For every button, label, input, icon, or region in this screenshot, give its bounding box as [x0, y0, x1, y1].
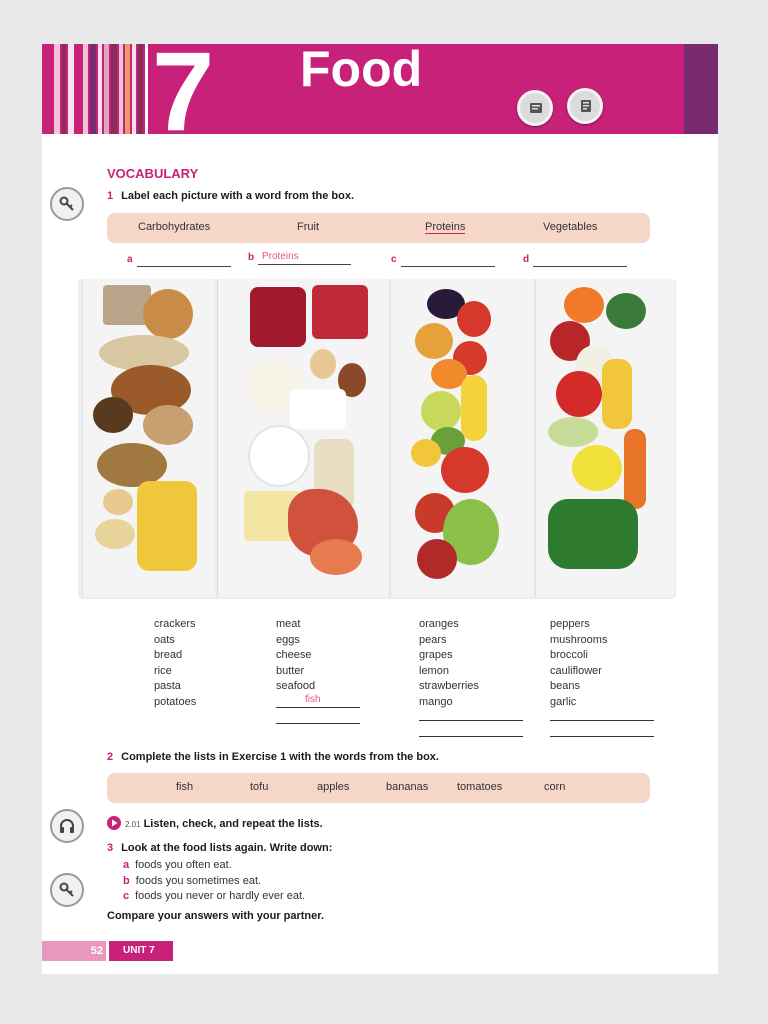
list-item: eggs [276, 633, 300, 646]
key-icon[interactable] [50, 187, 84, 221]
box-word: tomatoes [457, 781, 503, 793]
list-item: bread [154, 649, 183, 661]
list-item: grapes [419, 649, 453, 661]
list-item: peppers [550, 618, 590, 630]
item-letter: a [123, 859, 130, 871]
box-word: bananas [386, 781, 429, 793]
list-item: garlic [550, 695, 577, 708]
key-icon[interactable] [50, 873, 84, 907]
exercise-1-instruction [107, 190, 354, 202]
word-box-1 [107, 213, 650, 243]
photo-vegetables [535, 279, 674, 597]
list-item: oranges [419, 618, 459, 630]
section-title: VOCABULARY [107, 166, 199, 181]
answer-line[interactable] [419, 719, 523, 721]
photo-fruit [390, 279, 533, 597]
list-carbohydrates [154, 617, 196, 710]
answer-line[interactable] [276, 706, 360, 708]
list-proteins [276, 617, 315, 695]
exercise-3-item-a [123, 859, 232, 871]
unit-title: Food [300, 41, 423, 97]
item-letter: b [123, 875, 130, 887]
play-icon[interactable] [107, 816, 121, 830]
list-fruit [419, 617, 479, 710]
headphones-icon[interactable] [50, 809, 84, 843]
list-vegetables [550, 617, 607, 710]
list-item: strawberries [419, 680, 479, 692]
audio-instruction [125, 818, 323, 830]
list-item: oats [154, 633, 175, 646]
audio-text: Listen, check, and repeat the lists. [143, 818, 323, 830]
item-text: foods you never or hardly ever eat. [135, 890, 306, 902]
label-blank-c[interactable] [401, 254, 495, 267]
label-letter-c: c [391, 254, 397, 265]
list-item: mango [419, 695, 453, 708]
label-letter-d: d [523, 254, 530, 265]
added-word-fish: fish [305, 694, 321, 705]
answer-line[interactable] [419, 735, 523, 737]
instruction-text: Look at the food lists again. Write down: [121, 842, 333, 854]
list-item: seafood [276, 680, 316, 692]
word-box-2 [107, 773, 650, 803]
answer-line[interactable] [276, 722, 360, 724]
list-item: beans [550, 680, 580, 692]
list-item: pasta [154, 680, 181, 692]
exercise-3-closing: Compare your answers with your partner. [107, 910, 325, 922]
unit-label: UNIT 7 [109, 941, 173, 961]
instruction-text: Complete the lists in Exercise 1 with the words from the box. [121, 751, 439, 763]
list-item: rice [154, 664, 172, 677]
list-item: cauliflower [550, 664, 602, 677]
disc-icon[interactable] [567, 88, 603, 124]
list-item: meat [276, 618, 301, 630]
exercise-3-instruction [107, 842, 332, 854]
exercise-2-instruction [107, 751, 439, 763]
item-text: foods you often eat. [135, 859, 232, 871]
photo-proteins [217, 279, 388, 597]
instruction-text: Label each picture with a word from the box. [121, 190, 354, 202]
list-item: mushrooms [550, 633, 608, 646]
list-item: lemon [419, 664, 449, 677]
list-item: crackers [154, 618, 196, 630]
item-letter: c [123, 890, 130, 902]
label-letter-a: a [127, 254, 133, 265]
label-blank-a[interactable] [137, 254, 231, 267]
label-letter-b: b [248, 252, 255, 263]
page-number: 52 [42, 941, 106, 961]
answer-b: Proteins [262, 251, 299, 262]
box-word: Fruit [297, 221, 319, 233]
item-text: foods you sometimes eat. [135, 875, 262, 887]
answer-line[interactable] [550, 719, 654, 721]
unit-number: 7 [152, 29, 211, 154]
exercise-number: 2 [107, 751, 114, 763]
box-word: Vegetables [543, 221, 598, 233]
list-item: potatoes [154, 695, 197, 708]
label-blank-d[interactable] [533, 254, 627, 267]
photo-carbohydrates [82, 279, 215, 597]
exercise-number: 3 [107, 842, 114, 854]
list-item: pears [419, 633, 447, 646]
box-word: corn [544, 781, 566, 793]
list-item: butter [276, 664, 305, 677]
header-accent-bar [684, 44, 718, 134]
exercise-3-item-b [123, 875, 261, 887]
box-word: Proteins [425, 221, 466, 233]
box-word: fish [176, 781, 194, 793]
exercise-number: 1 [107, 190, 114, 202]
answer-line[interactable] [550, 735, 654, 737]
exercise-3-item-c [123, 890, 305, 902]
box-word: apples [317, 781, 350, 793]
audio-track-number: 2.01 [125, 820, 141, 829]
box-word: Carbohydrates [138, 221, 211, 233]
list-item: cheese [276, 649, 312, 661]
list-item: broccoli [550, 649, 588, 661]
workbook-icon[interactable] [517, 90, 553, 126]
box-word: tofu [250, 781, 269, 793]
